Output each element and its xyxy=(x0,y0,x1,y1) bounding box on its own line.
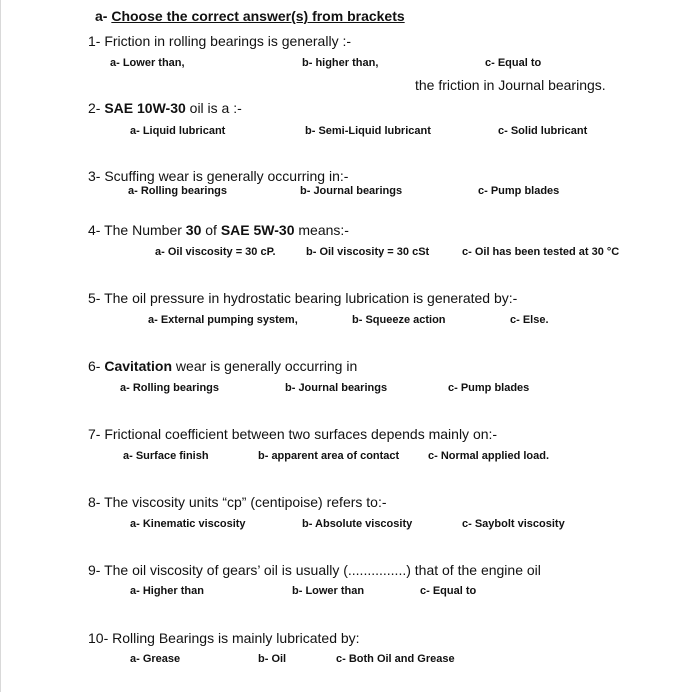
question-number: 3- xyxy=(88,168,101,184)
question-7 xyxy=(88,426,497,442)
q7-option-c: c- Normal applied load. xyxy=(428,450,550,462)
question-bold-text-2: SAE 5W-30 xyxy=(220,222,295,238)
question-number: 5- xyxy=(88,290,101,306)
q3-option-b: b- Journal bearings xyxy=(300,185,403,197)
question-number: 9- xyxy=(88,562,101,578)
q6-option-c: c- Pump blades xyxy=(448,382,530,394)
question-9 xyxy=(88,562,541,578)
q7-option-a: a- Surface finish xyxy=(123,450,209,462)
question-text: The oil viscosity of gears’ oil is usually (...............) that of the engine oil xyxy=(104,562,541,578)
question-bold-text: 30 xyxy=(185,222,202,238)
q5-option-b: b- Squeeze action xyxy=(352,314,446,326)
question-text: The Number xyxy=(104,222,186,238)
question-text: The oil pressure in hydrostatic bearing lubrication is generated by:- xyxy=(104,290,518,306)
q10-option-a: a- Grease xyxy=(130,653,181,665)
question-number: 6- xyxy=(88,358,101,374)
q8-option-a: a- Kinematic viscosity xyxy=(130,518,246,530)
question-2 xyxy=(88,100,242,116)
q8-option-b: b- Absolute viscosity xyxy=(302,518,413,530)
q2-option-a: a- Liquid lubricant xyxy=(130,125,226,137)
q2-option-b: b- Semi-Liquid lubricant xyxy=(305,125,431,137)
question-text: Frictional coefficient between two surfaces depends mainly on:- xyxy=(104,426,498,442)
q3-option-c: c- Pump blades xyxy=(478,185,560,197)
question-10 xyxy=(88,630,360,646)
q1-tail-text: the friction in Journal bearings. xyxy=(415,77,606,93)
q4-option-a: a- Oil viscosity = 30 cP. xyxy=(155,246,276,258)
question-5 xyxy=(88,290,517,306)
question-number: 7- xyxy=(88,426,101,442)
q7-option-b: b- apparent area of contact xyxy=(258,450,400,462)
heading-prefix: a- xyxy=(95,8,108,24)
q1-option-c: c- Equal to xyxy=(485,57,542,69)
q9-option-a: a- Higher than xyxy=(130,585,204,597)
q5-option-a: a- External pumping system, xyxy=(148,314,298,326)
q10-option-c: c- Both Oil and Grease xyxy=(336,653,455,665)
question-text: oil is a :- xyxy=(185,100,242,116)
question-8 xyxy=(88,494,387,510)
question-bold-text: SAE 10W-30 xyxy=(104,100,186,116)
section-heading xyxy=(95,8,405,24)
question-text: The viscosity units “cp” (centipoise) refers to:- xyxy=(104,494,387,510)
heading-text: Choose the correct answer(s) from brackets xyxy=(111,8,405,24)
question-bold-text: Cavitation xyxy=(104,358,173,374)
q6-option-a: a- Rolling bearings xyxy=(120,382,220,394)
q9-option-b: b- Lower than xyxy=(292,585,365,597)
question-3 xyxy=(88,168,348,184)
q9-option-c: c- Equal to xyxy=(420,585,477,597)
q6-option-b: b- Journal bearings xyxy=(285,382,388,394)
q4-option-b: b- Oil viscosity = 30 cSt xyxy=(306,246,430,258)
question-text-mid: of xyxy=(201,222,221,238)
q8-option-c: c- Saybolt viscosity xyxy=(462,518,565,530)
q4-option-c: c- Oil has been tested at 30 °C xyxy=(462,246,620,258)
question-number: 2- xyxy=(88,100,101,116)
question-text: Rolling Bearings is mainly lubricated by: xyxy=(112,630,360,646)
q2-option-c: c- Solid lubricant xyxy=(498,125,588,137)
question-number: 10- xyxy=(88,630,109,646)
q3-option-a: a- Rolling bearings xyxy=(128,185,228,197)
page-edge-line xyxy=(0,0,1,692)
question-4 xyxy=(88,222,349,238)
question-6 xyxy=(88,358,357,374)
question-text: wear is generally occurring in xyxy=(172,358,358,374)
question-number: 1- xyxy=(88,33,101,49)
question-1 xyxy=(88,33,351,49)
q10-option-b: b- Oil xyxy=(258,653,287,665)
q1-option-b: b- higher than, xyxy=(302,57,379,69)
question-number: 4- xyxy=(88,222,101,238)
question-text-end: means:- xyxy=(294,222,349,238)
q5-option-c: c- Else. xyxy=(510,314,549,326)
q1-option-a: a- Lower than, xyxy=(110,57,185,69)
question-text: Scuffing wear is generally occurring in:- xyxy=(104,168,349,184)
question-text: Friction in rolling bearings is generally :- xyxy=(104,33,352,49)
question-number: 8- xyxy=(88,494,101,510)
